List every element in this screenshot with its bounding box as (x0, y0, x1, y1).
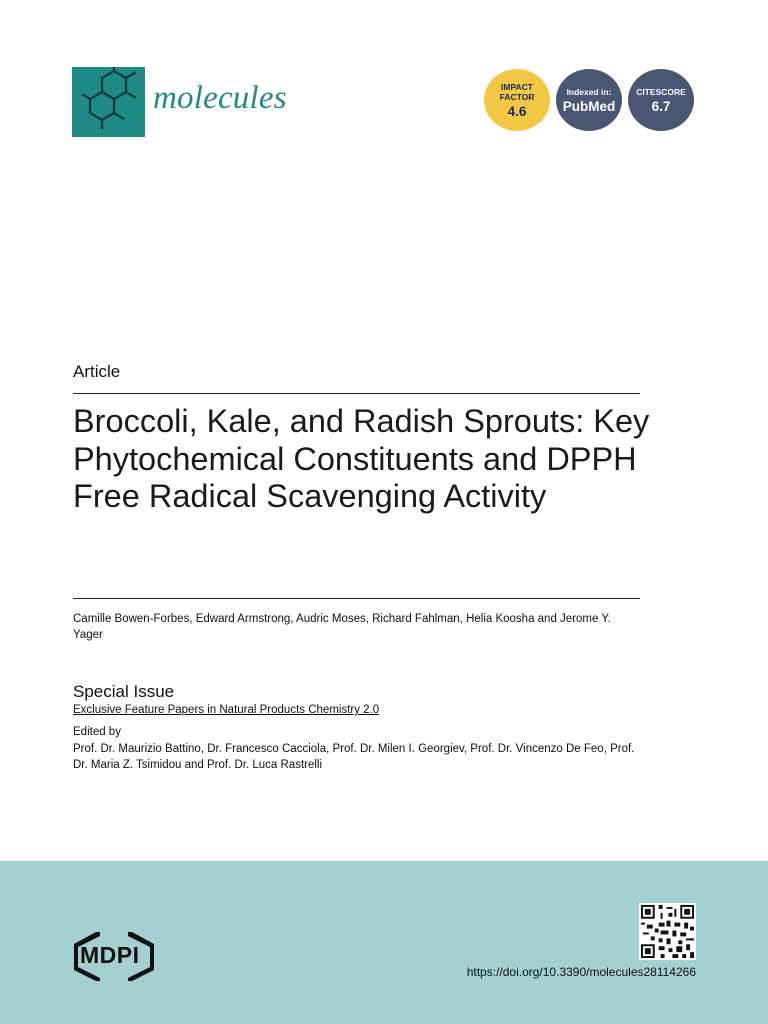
impact-factor-badge (484, 69, 550, 131)
impact-factor-value: 4.6 (507, 103, 527, 119)
journal-name: molecules (153, 80, 287, 116)
doi-link[interactable]: https://doi.org/10.3390/molecules28114266 (466, 965, 696, 979)
publisher-logo-text: MDPI (80, 942, 140, 968)
editors: Prof. Dr. Maurizio Battino, Dr. Francesco Cacciola, Prof. Dr. Milen I. Georgiev, Prof. Dr. Vincenzo De Feo, Prof. Dr. Maria Z. Tsimidou and Prof. Dr. Luca Rastrelli (73, 743, 635, 771)
pubmed-label: Indexed in: (566, 86, 612, 97)
divider (73, 598, 640, 599)
qr-code-icon (639, 903, 696, 960)
divider (73, 393, 640, 394)
authors: Camille Bowen-Forbes, Edward Armstrong, Audric Moses, Richard Fahlman, Helia Koosha and Jerome Y. Yager (73, 613, 611, 641)
pubmed-value: PubMed (562, 98, 616, 114)
article-type: Article (73, 362, 121, 381)
pubmed-badge (556, 69, 622, 131)
citescore-badge (628, 69, 694, 131)
citescore-value: 6.7 (651, 98, 671, 114)
journal-logo (72, 67, 145, 137)
citescore-label: CITESCORE (636, 86, 686, 97)
impact-factor-label: IMPACT FACTOR (499, 81, 535, 102)
edited-by-label: Edited by (73, 726, 121, 738)
special-issue-heading: Special Issue (73, 682, 175, 701)
article-title: Broccoli, Kale, and Radish Sprouts: Key Phytochemical Constituents and DPPH Free Radical Scavenging Activity (73, 403, 650, 514)
special-issue-link[interactable]: Exclusive Feature Papers in Natural Products Chemistry 2.0 (73, 704, 380, 716)
